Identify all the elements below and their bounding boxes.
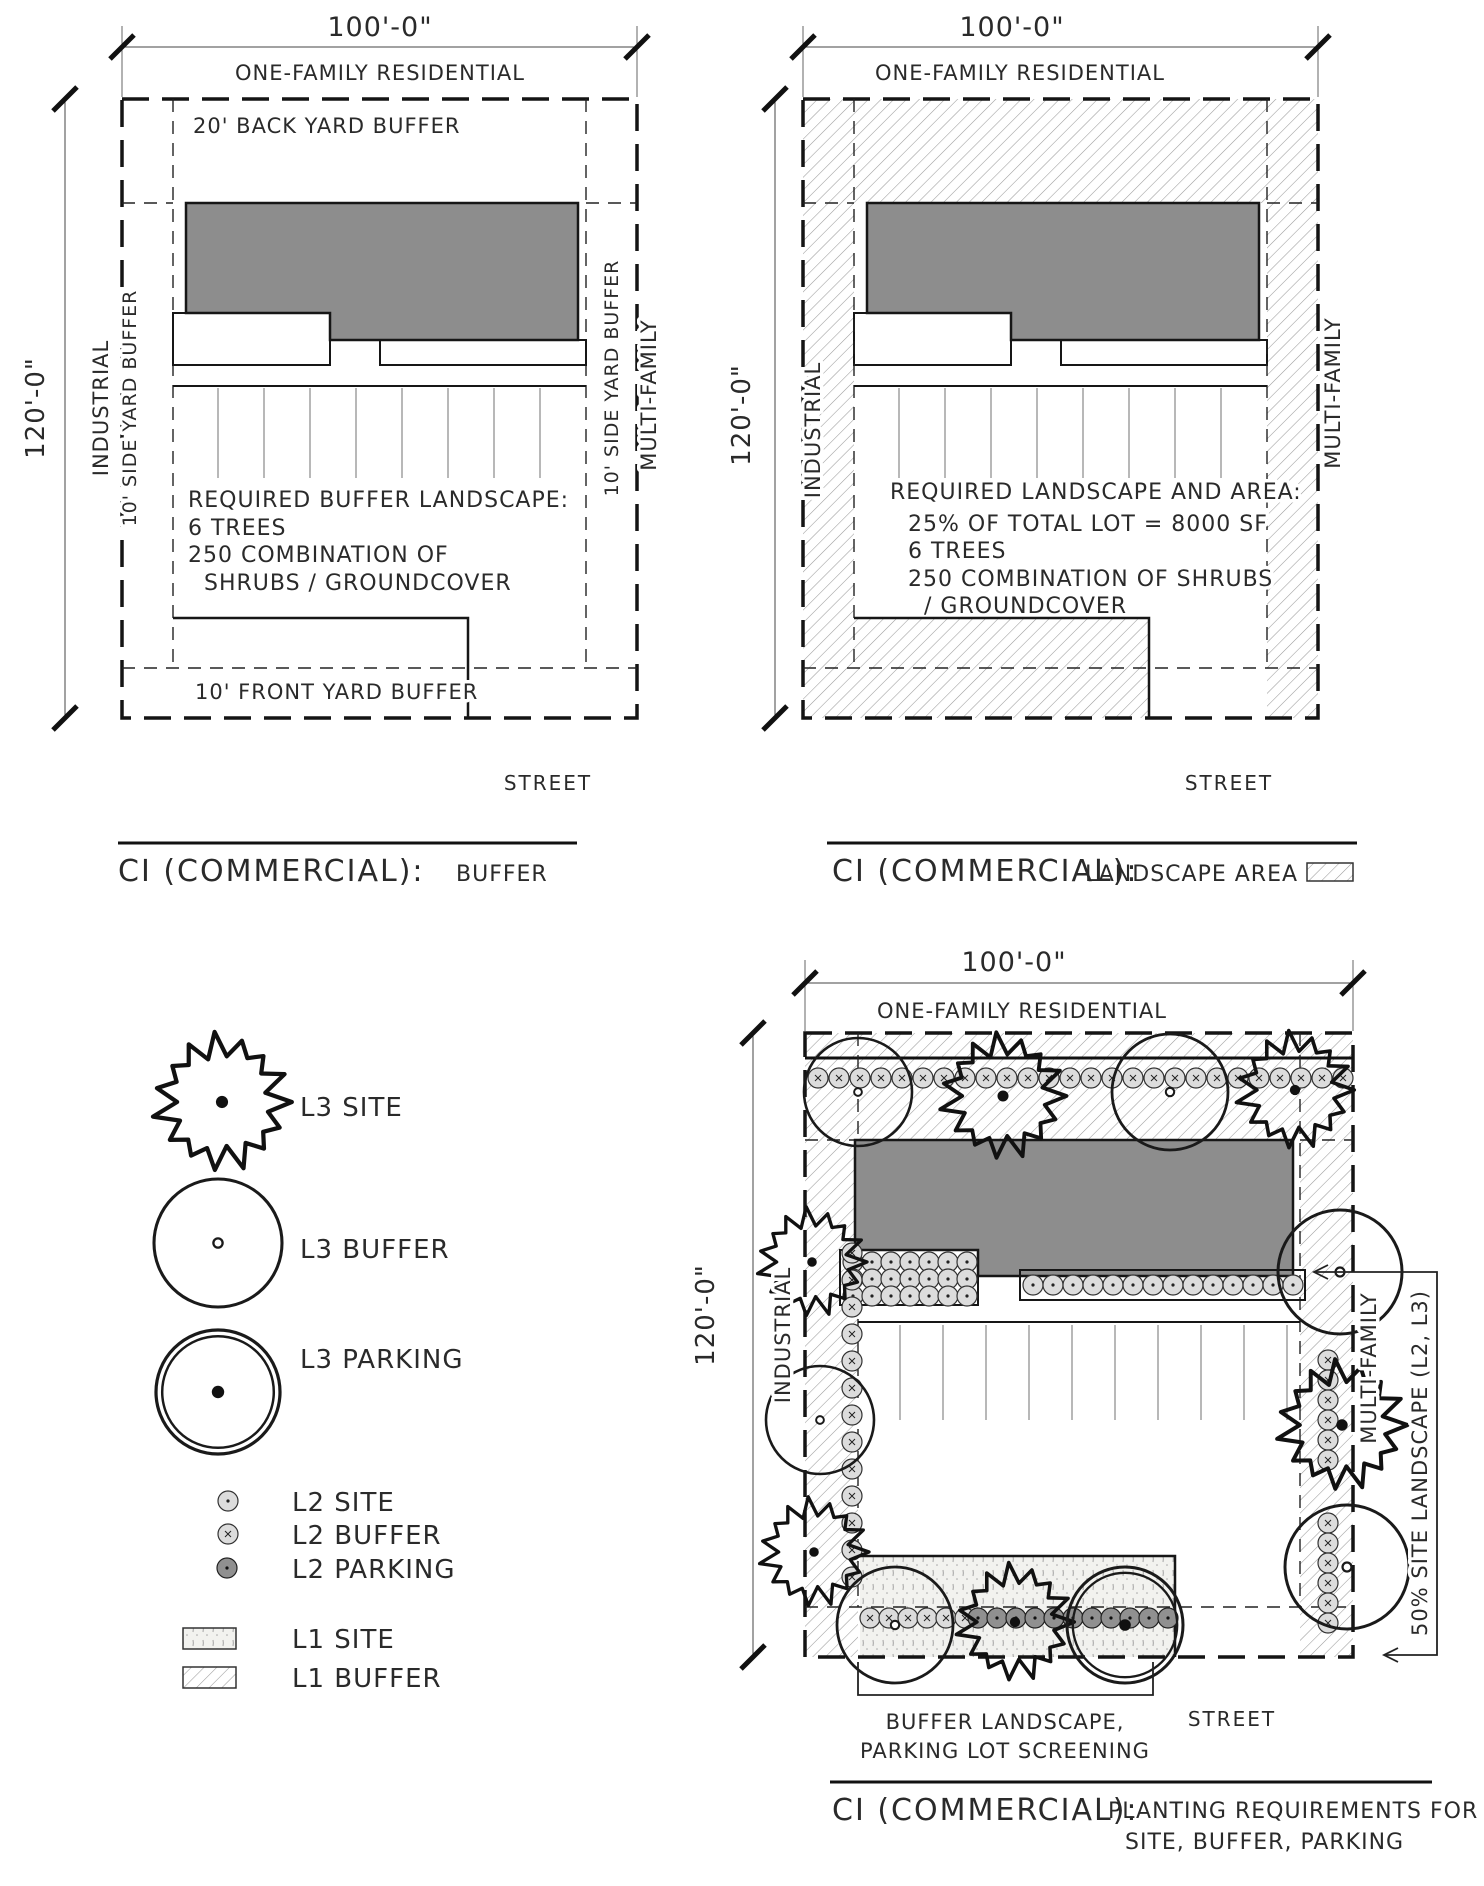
shrub-dot-icon bbox=[919, 1286, 939, 1306]
d3-subtitle-line1: PLANTING REQUIREMENTS FOR bbox=[1108, 1799, 1479, 1824]
legend-l2-parking-icon bbox=[217, 1558, 237, 1578]
legend-l3-parking-label: L3 PARKING bbox=[300, 1345, 464, 1375]
shrub-x-icon bbox=[1312, 1068, 1332, 1088]
d3-height-dim-text: 120'-0" bbox=[691, 1264, 721, 1366]
d1-note-line: 6 TREES bbox=[188, 516, 287, 541]
shrub-x-icon bbox=[1318, 1430, 1338, 1450]
d1-subtitle: BUFFER bbox=[456, 862, 548, 887]
shrub-dark-icon bbox=[987, 1608, 1007, 1628]
d1-zone-left-label: INDUSTRIAL bbox=[89, 339, 113, 477]
d3-bottom-note-line2: PARKING LOT SCREENING bbox=[860, 1739, 1150, 1763]
d1-note-block bbox=[188, 488, 569, 596]
d1-note-line: SHRUBS / GROUNDCOVER bbox=[204, 571, 512, 596]
legend-l1-site-label: L1 SITE bbox=[292, 1625, 395, 1655]
shrub-x-icon bbox=[808, 1068, 828, 1088]
d1-side-buffer-left-label: 10' SIDE YARD BUFFER bbox=[119, 289, 141, 527]
d2-zone-top-label: ONE-FAMILY RESIDENTIAL bbox=[875, 61, 1165, 85]
d1-zone-top-label: ONE-FAMILY RESIDENTIAL bbox=[235, 61, 525, 85]
d3-zone-top-label: ONE-FAMILY RESIDENTIAL bbox=[877, 999, 1167, 1023]
shrub-x-icon bbox=[1318, 1390, 1338, 1410]
shrub-x-icon bbox=[850, 1068, 870, 1088]
shrub-dot-icon bbox=[900, 1286, 920, 1306]
d3-width-dim-text: 100'-0" bbox=[961, 947, 1067, 978]
shrub-dark-icon bbox=[1082, 1608, 1102, 1628]
shrub-dot-icon bbox=[1283, 1275, 1303, 1295]
d1-street-label: STREET bbox=[503, 771, 593, 795]
d3-zone-right-label: MULTI-FAMILY bbox=[1357, 1292, 1381, 1444]
d2-landscape-hatch bbox=[803, 99, 1318, 718]
d2-subtitle: LANDSCAPE AREA bbox=[1085, 862, 1299, 887]
shrub-x-icon bbox=[1060, 1068, 1080, 1088]
shrub-x-icon bbox=[842, 1351, 862, 1371]
shrub-x-icon bbox=[1318, 1593, 1338, 1613]
shrub-x-icon bbox=[917, 1608, 937, 1628]
d2-building bbox=[867, 203, 1259, 340]
diagram-buffer bbox=[21, 12, 661, 889]
d1-property-line bbox=[122, 99, 637, 718]
d3-subtitle-line2: SITE, BUFFER, PARKING bbox=[1125, 1830, 1405, 1855]
d2-landscape-swatch bbox=[1307, 863, 1353, 881]
shrub-x-icon bbox=[1318, 1553, 1338, 1573]
d3-site-shrub-row-right bbox=[1023, 1275, 1303, 1295]
d2-note-line: 250 COMBINATION OF SHRUBS bbox=[908, 567, 1274, 592]
legend-l3-buffer-icon bbox=[154, 1179, 282, 1307]
d1-height-dim-text: 120'-0" bbox=[21, 357, 51, 459]
d2-note-block bbox=[890, 480, 1302, 619]
d1-title: CI (COMMERCIAL): bbox=[118, 854, 425, 889]
d1-width-dim-text: 100'-0" bbox=[327, 12, 433, 43]
shrub-dot-icon bbox=[1023, 1275, 1043, 1295]
d3-zone-left-label: INDUSTRIAL bbox=[771, 1266, 795, 1404]
shrub-dot-icon bbox=[1043, 1275, 1063, 1295]
legend-l3-parking-icon bbox=[156, 1330, 280, 1454]
shrub-x-icon bbox=[1144, 1068, 1164, 1088]
legend-l1-buffer-swatch bbox=[183, 1667, 236, 1688]
d2-zone-right-label: MULTI-FAMILY bbox=[1321, 317, 1345, 469]
d2-note-line: 6 TREES bbox=[908, 539, 1007, 564]
legend-l2-buffer-label: L2 BUFFER bbox=[292, 1521, 442, 1551]
shrub-dark-icon bbox=[1025, 1608, 1045, 1628]
d3-bottom-note-line1: BUFFER LANDSCAPE, bbox=[885, 1710, 1125, 1734]
d3-title: CI (COMMERCIAL): bbox=[832, 1793, 1139, 1828]
shrub-x-icon bbox=[1318, 1410, 1338, 1430]
shrub-x-icon bbox=[1165, 1068, 1185, 1088]
d2-title: CI (COMMERCIAL): bbox=[832, 854, 1139, 889]
shrub-x-icon bbox=[829, 1068, 849, 1088]
shrub-dot-icon bbox=[1163, 1275, 1183, 1295]
d2-note-line: REQUIRED LANDSCAPE AND AREA: bbox=[890, 480, 1302, 505]
shrub-dot-icon bbox=[938, 1286, 958, 1306]
shrub-x-icon bbox=[1270, 1068, 1290, 1088]
d3-site-landscape-note: 50% SITE LANDSCAPE (L2, L3) bbox=[1408, 1290, 1432, 1636]
d2-height-dimension bbox=[727, 87, 787, 730]
shrub-x-icon bbox=[1081, 1068, 1101, 1088]
d2-height-dim-text: 120'-0" bbox=[727, 364, 757, 466]
shrub-x-icon bbox=[842, 1405, 862, 1425]
legend-l2-site-label: L2 SITE bbox=[292, 1488, 395, 1518]
shrub-dark-icon bbox=[1139, 1608, 1159, 1628]
shrub-dark-icon bbox=[1101, 1608, 1121, 1628]
shrub-dot-icon bbox=[1063, 1275, 1083, 1295]
shrub-x-icon bbox=[1123, 1068, 1143, 1088]
legend-l1-buffer-label: L1 BUFFER bbox=[292, 1664, 442, 1694]
d1-canopy-right bbox=[380, 340, 586, 365]
shrub-x-icon bbox=[898, 1608, 918, 1628]
shrub-dot-icon bbox=[1123, 1275, 1143, 1295]
d1-parking-stalls bbox=[218, 388, 540, 478]
shrub-x-icon bbox=[913, 1068, 933, 1088]
d2-note-line: / GROUNDCOVER bbox=[924, 594, 1128, 619]
d3-street-label: STREET bbox=[1187, 1707, 1277, 1731]
legend-l1-site-swatch bbox=[183, 1628, 236, 1649]
d1-side-buffer-right-label: 10' SIDE YARD BUFFER bbox=[601, 259, 623, 497]
d2-street-label: STREET bbox=[1184, 771, 1274, 795]
shrub-x-icon bbox=[1186, 1068, 1206, 1088]
d2-width-dim-text: 100'-0" bbox=[959, 12, 1065, 43]
planting-legend bbox=[153, 1032, 464, 1694]
d2-note-line: 25% OF TOTAL LOT = 8000 SF bbox=[908, 512, 1268, 537]
diagram-landscape-area bbox=[727, 12, 1357, 889]
shrub-x-icon bbox=[976, 1068, 996, 1088]
shrub-dot-icon bbox=[957, 1286, 977, 1306]
shrub-x-icon bbox=[1318, 1513, 1338, 1533]
legend-l3-buffer-label: L3 BUFFER bbox=[300, 1235, 450, 1265]
legend-l3-site-icon bbox=[153, 1032, 292, 1170]
shrub-dot-icon bbox=[1203, 1275, 1223, 1295]
d1-height-dimension bbox=[21, 87, 77, 730]
shrub-x-icon bbox=[1318, 1573, 1338, 1593]
shrub-x-icon bbox=[1018, 1068, 1038, 1088]
d2-parking-stalls bbox=[899, 388, 1221, 478]
d1-front-buffer-label: 10' FRONT YARD BUFFER bbox=[195, 680, 479, 704]
shrub-x-icon bbox=[997, 1068, 1017, 1088]
d3-parking-stalls bbox=[900, 1325, 1287, 1420]
d1-building bbox=[186, 203, 578, 340]
d1-zone-right-label: MULTI-FAMILY bbox=[637, 319, 661, 471]
legend-l3-site-label: L3 SITE bbox=[300, 1093, 403, 1123]
d3-front-planting-bed bbox=[860, 1556, 1175, 1657]
shrub-dot-icon bbox=[1243, 1275, 1263, 1295]
d1-note-line: 250 COMBINATION OF bbox=[188, 543, 449, 568]
shrub-x-icon bbox=[842, 1486, 862, 1506]
shrub-x-icon bbox=[842, 1324, 862, 1344]
shrub-dot-icon bbox=[1183, 1275, 1203, 1295]
d1-back-buffer-label: 20' BACK YARD BUFFER bbox=[193, 114, 461, 138]
shrub-x-icon bbox=[1318, 1533, 1338, 1553]
shrub-dot-icon bbox=[1083, 1275, 1103, 1295]
diagram-planting-requirements bbox=[691, 947, 1478, 1855]
shrub-dot-icon bbox=[1103, 1275, 1123, 1295]
shrub-dot-icon bbox=[1143, 1275, 1163, 1295]
d3-height-dimension bbox=[691, 1021, 765, 1669]
d1-note-line: REQUIRED BUFFER LANDSCAPE: bbox=[188, 488, 570, 513]
d2-zone-left-label: INDUSTRIAL bbox=[801, 361, 825, 499]
legend-l2-parking-label: L2 PARKING bbox=[292, 1555, 456, 1585]
shrub-dot-icon bbox=[881, 1286, 901, 1306]
d1-canopy-left bbox=[173, 313, 330, 365]
shrub-x-icon bbox=[871, 1068, 891, 1088]
shrub-x-icon bbox=[860, 1608, 880, 1628]
shrub-dot-icon bbox=[862, 1286, 882, 1306]
shrub-dot-icon bbox=[1223, 1275, 1243, 1295]
shrub-x-icon bbox=[842, 1432, 862, 1452]
legend-l2-buffer-icon bbox=[218, 1524, 238, 1544]
legend-l2-site-icon bbox=[218, 1491, 238, 1511]
